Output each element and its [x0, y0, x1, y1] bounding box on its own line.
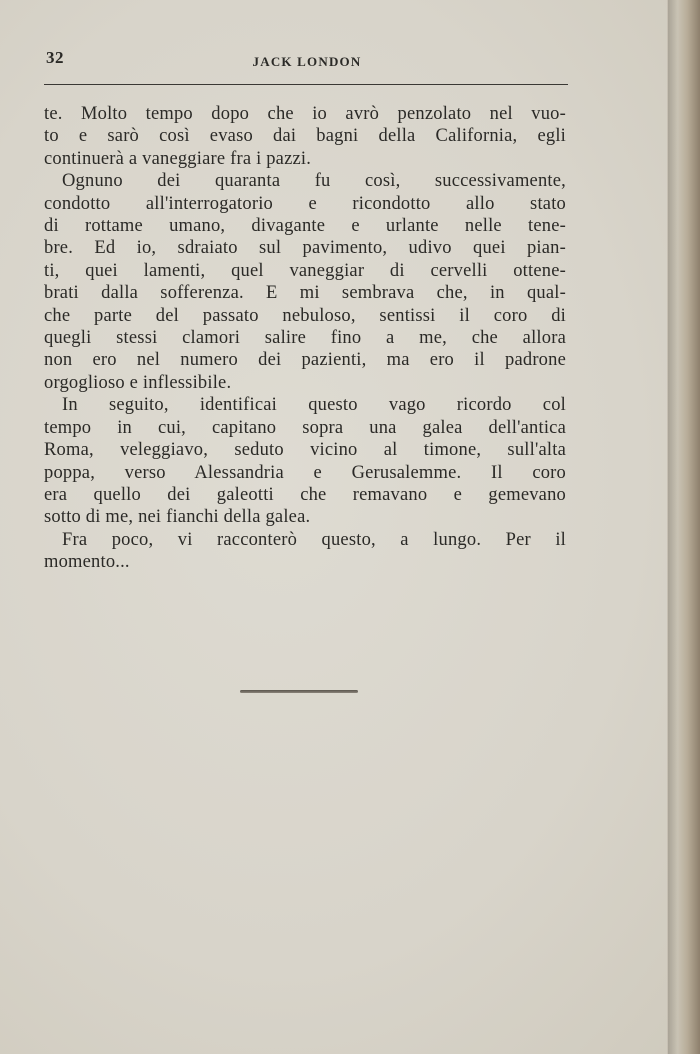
text-line: che parte del passato nebuloso, sentissi il coro di	[44, 305, 566, 326]
running-head: JACK LONDON	[252, 54, 362, 69]
text-line: te. Molto tempo dopo che io avrò penzolato nel vuo-	[44, 104, 566, 124]
paragraph	[44, 170, 566, 394]
body-text	[44, 103, 566, 574]
paragraph	[44, 103, 566, 170]
text-line: momento...	[44, 552, 130, 573]
text-line: Fra poco, vi racconterò questo, a lungo. Per il	[62, 529, 566, 550]
text-line: tempo in cui, capitano sopra una galea dell'antica	[44, 417, 566, 438]
text-line: sotto di me, nei fianchi della galea.	[44, 507, 311, 528]
header-rule	[44, 84, 568, 85]
text-line: non ero nel numero dei pazienti, ma ero il padrone	[44, 350, 566, 371]
book-spine	[668, 0, 700, 1054]
text-line: bre. Ed io, sdraiato sul pavimento, udivo quei pian-	[44, 238, 566, 259]
text-line: quegli stessi clamori salire fino a me, che allora	[44, 328, 566, 349]
text-line: to e sarò così evaso dai bagni della California, egli	[44, 126, 566, 147]
text-line: ti, quei lamenti, quel vaneggiar di cervelli ottene-	[44, 260, 566, 281]
text-line: poppa, verso Alessandria e Gerusalemme. Il coro	[44, 462, 566, 483]
paragraph	[44, 529, 566, 574]
text-line: brati dalla sofferenza. E mi sembrava che, in qual-	[44, 283, 566, 304]
end-ornament-rule	[240, 690, 358, 693]
text-line: condotto all'interrogatorio e ricondotto allo stato	[44, 193, 566, 214]
text-line: di rottame umano, divagante e urlante nelle tene-	[44, 216, 566, 237]
page-header	[46, 46, 568, 82]
text-line: Roma, veleggiavo, seduto vicino al timone, sull'alta	[44, 440, 566, 461]
paragraph	[44, 394, 566, 528]
text-line: orgoglioso e inflessibile.	[44, 372, 232, 393]
text-line: continuerà a vaneggiare fra i pazzi.	[44, 148, 312, 169]
page-number: 32	[46, 48, 64, 67]
text-line: era quello dei galeotti che remavano e gemevano	[44, 484, 566, 505]
text-line: In seguito, identificai questo vago ricordo col	[62, 395, 566, 416]
text-line: Ognuno dei quaranta fu così, successivamente,	[62, 171, 566, 192]
